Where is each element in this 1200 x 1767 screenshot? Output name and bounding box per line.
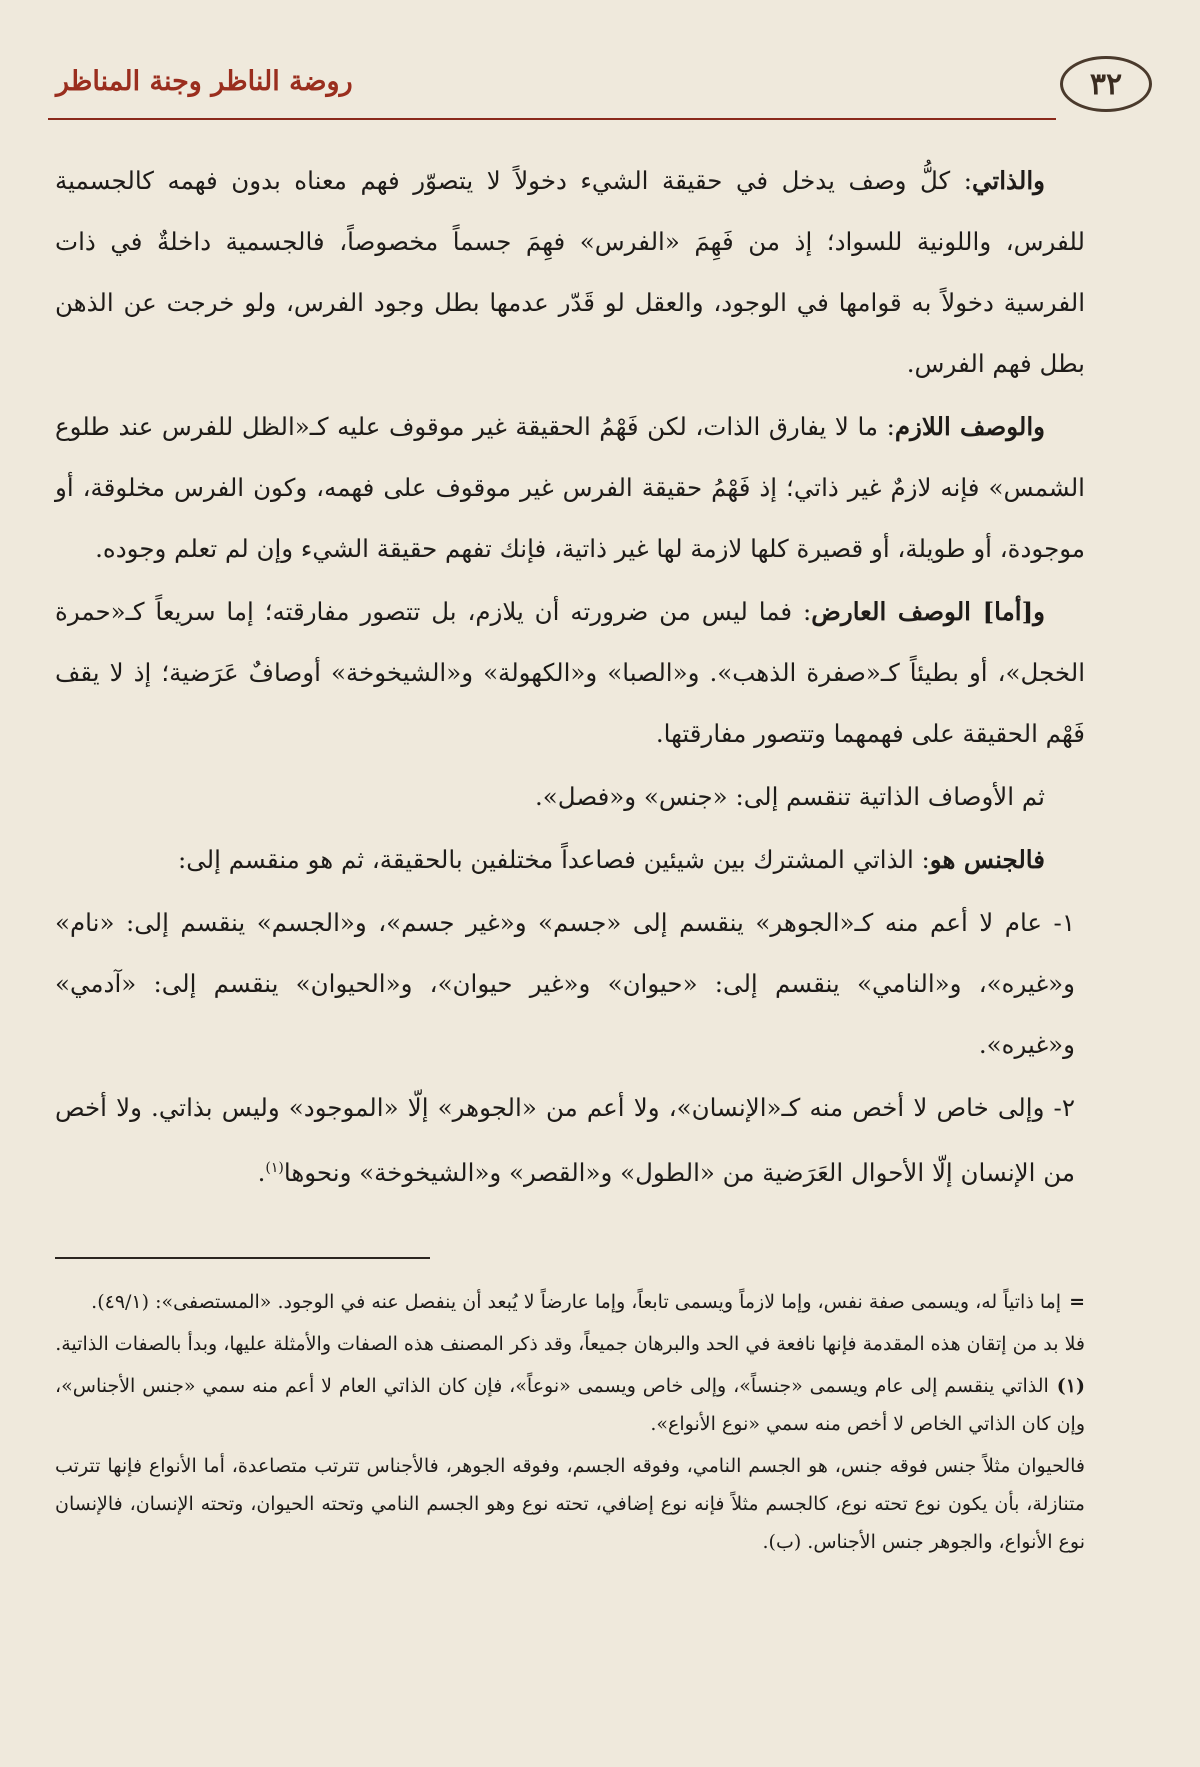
- paragraph-division: ثم الأوصاف الذاتية تنقسم إلى: «جنس» و«فصل».: [535, 782, 1045, 811]
- paragraph-end: .: [257, 1158, 266, 1188]
- main-text: [55, 150, 1085, 1205]
- header-rule: [48, 118, 1056, 120]
- footnote-separator: [55, 1257, 430, 1259]
- term-arid: و[أما] الوصف العارض: [811, 597, 1045, 626]
- list-item-1: ١- عام لا أعم منه كـ«الجوهر» ينقسم إلى «جسم» و«غير جسم»، و«الجسم» ينقسم إلى: «نام» و«غيره»، و«النامي» ينقسم إلى: «حيوان» و«غير حيوان»، و«الحيوان» ينقسم إلى: «آدمي» و«غيره».: [55, 908, 1075, 1059]
- paragraph-text: ٢- وإلى خاص لا أخص منه كـ«الإنسان»، ولا أعم من «الجوهر» إلّا «الموجود» وليس بذاتي. ولا أخص من الإنسان إلّا الأحوال العَرَضية من «الطول» و«القصر» و«الشيخوخة» ونحوها: [55, 1093, 1075, 1188]
- term-lazim: والوصف اللازم: [894, 412, 1045, 441]
- footnotes: [55, 1283, 1085, 1565]
- footnote-text: إما ذاتياً له، ويسمى صفة نفس، وإما لازماً ويسمى تابعاً، وإما عارضاً لا يُبعد أن ينفصل عنه في الوجود. «المستصفى»: (٤٩/١).: [91, 1291, 1062, 1313]
- term-jins: فالجنس هو: [929, 845, 1045, 874]
- running-title: روضة الناظر وجنة المناظر: [56, 66, 353, 97]
- footnote-text: الذاتي ينقسم إلى عام ويسمى «جنساً»، وإلى خاص ويسمى «نوعاً»، فإن كان الذاتي العام لا أعم منه سمي «جنس الأجناس»، وإن كان الذاتي الخاص لا أخص منه سمي «نوع الأنواع».: [55, 1375, 1085, 1435]
- paragraph-text: : كلُّ وصف يدخل في حقيقة الشيء دخولاً لا يتصوّر فهم معناه بدون فهمه كالجسمية للفرس، واللونية للسواد؛ إذ من فَهِمَ «الفرس» فهِمَ جسماً مخصوصاً، فالجسمية داخلةٌ في ذات الفرسية دخولاً به قوامها في الوجود، والعقل لو قَدّر عدمها بطل وجود الفرس، ولو خرجت عن الذهن بطل فهم الفرس.: [55, 166, 1085, 378]
- footnote-1: [55, 1367, 1085, 1443]
- footnote-continued-marker: =: [1069, 1291, 1085, 1313]
- paragraph-text: : الذاتي المشترك بين شيئين فصاعداً مختلفين بالحقيقة، ثم هو منقسم إلى:: [177, 845, 930, 874]
- footnote-continued: [55, 1283, 1085, 1321]
- paragraph-text: : فما ليس من ضرورته أن يلازم، بل تتصور مفارقته؛ إما سريعاً كـ«حمرة الخجل»، أو بطيئاً كـ«صفرة الذهب». و«الصبا» و«الكهولة» و«الشيخوخة» أوصافٌ عَرَضية؛ إذ لا يقف فَهْم الحقيقة على فهمهما وتتصور مفارقتها.: [55, 597, 1085, 748]
- paragraph-dhati: [55, 150, 1085, 394]
- page-header: [48, 56, 1152, 116]
- page-number: ٣٢: [1060, 56, 1152, 112]
- footnote-marker: (١): [1056, 1375, 1085, 1397]
- footnote-ref: (١): [265, 1160, 284, 1176]
- footnote-paragraph: فالحيوان مثلاً جنس فوقه جنس، هو الجسم النامي، وفوقه الجسم، وفوقه الجوهر، فالأجناس تترتب متصاعدة، أما الأنواع فإنها تترتب متنازلة، بأن يكون نوع تحته نوع، كالجسم مثلاً فإنه نوع إضافي، تحته نوع وهو الجسم النامي وتحته الحيوان، وتحته الإنسان، فالإنسان نوع الأنواع، والجوهر جنس الأجناس. (ب).: [55, 1455, 1085, 1553]
- paragraph-jins: [55, 829, 1085, 890]
- paragraph-text: : ما لا يفارق الذات، لكن فَهْمُ الحقيقة غير موقوف عليه كـ«الظل للفرس عند طلوع الشمس» فإنه لازمٌ غير ذاتي؛ إذ فَهْمُ حقيقة الفرس غير موقوف على فهمه، وكون الفرس مخلوقة، أو موجودة، أو طويلة، أو قصيرة كلها لازمة لها غير ذاتية، فإنك تفهم حقيقة الشيء وإن لم تعلم وجوده.: [55, 412, 1085, 563]
- paragraph-lazim: [55, 396, 1085, 579]
- term-dhati: والذاتي: [971, 166, 1045, 195]
- paragraph-arid: [55, 581, 1085, 764]
- footnote-paragraph: فلا بد من إتقان هذه المقدمة فإنها نافعة في الحد والبرهان جميعاً، وقد ذكر المصنف هذه الصفات والأمثلة عليها، وبدأ بالصفات الذاتية.: [55, 1333, 1085, 1355]
- list-item-2: [55, 1077, 1085, 1203]
